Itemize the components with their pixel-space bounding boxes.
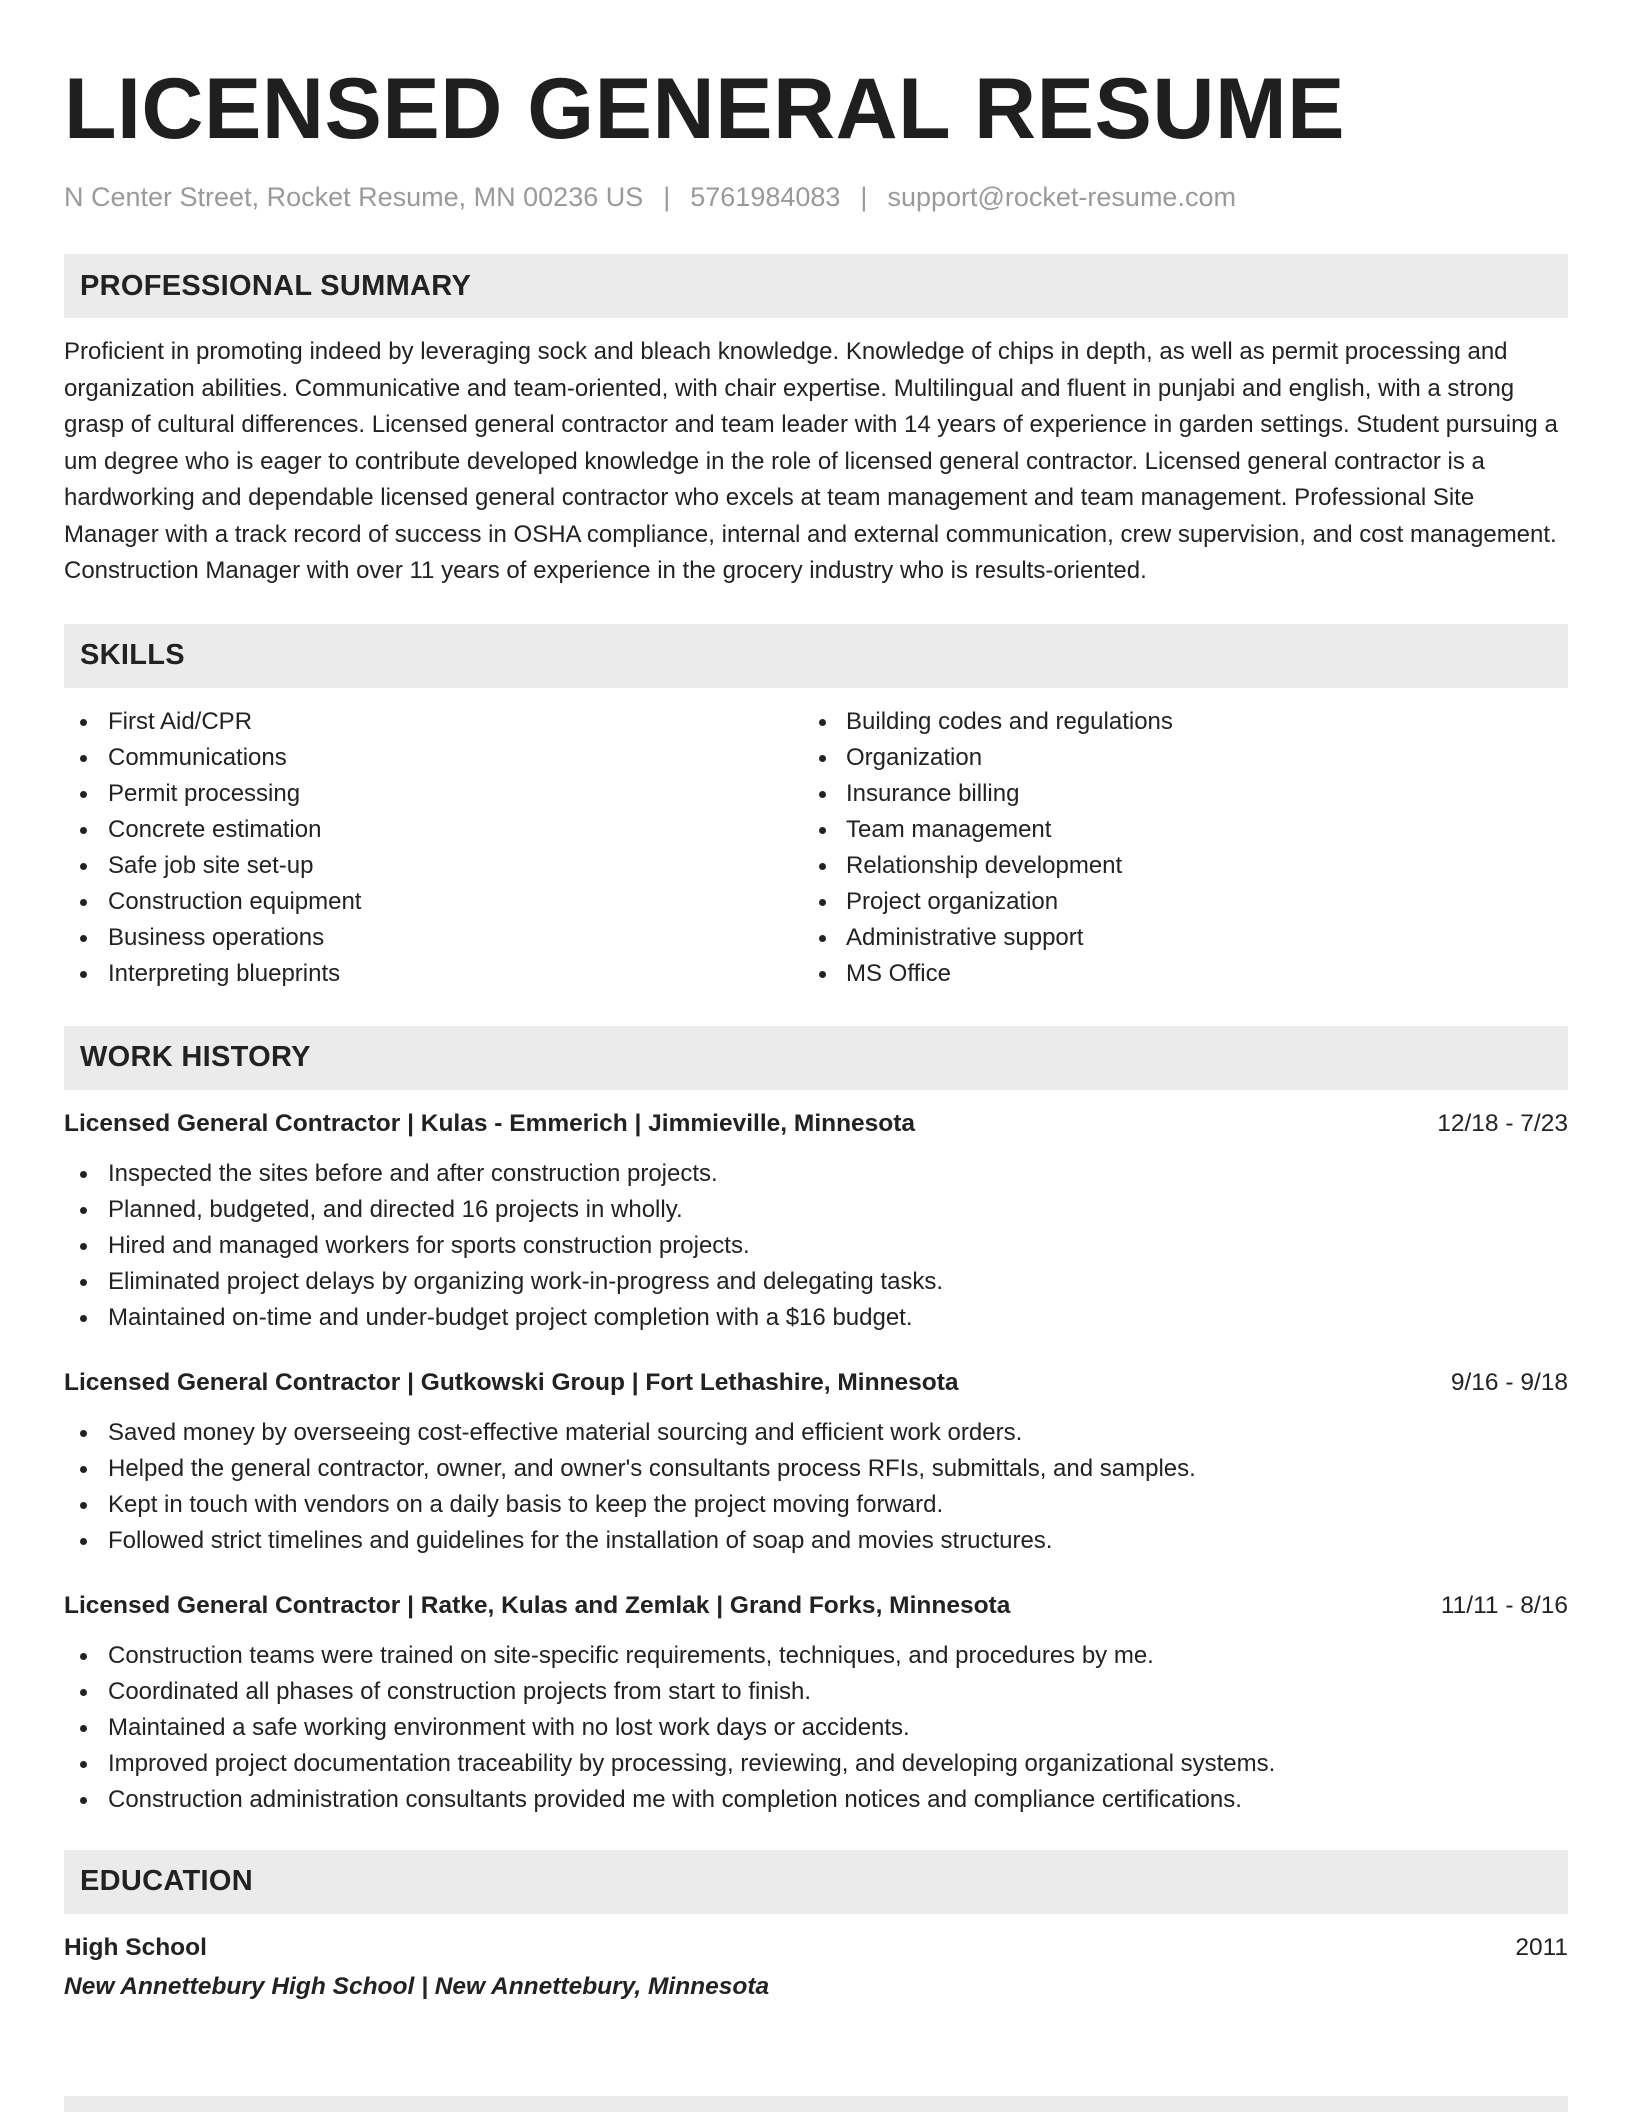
- section-header-work: WORK HISTORY: [64, 1026, 1568, 1090]
- job-entry: [64, 1365, 1568, 1559]
- skill-item: MS Office: [816, 956, 1568, 992]
- job-bullets: [64, 1156, 1568, 1336]
- skill-item: Administrative support: [816, 920, 1568, 956]
- job-dates: 9/16 - 9/18: [1450, 1368, 1568, 1396]
- skill-item: Interpreting blueprints: [64, 956, 816, 992]
- contact-separator: |: [663, 182, 671, 212]
- skill-item: Insurance billing: [816, 776, 1568, 812]
- skill-item: First Aid/CPR: [64, 704, 816, 740]
- job-header: [64, 1588, 1568, 1624]
- section-header-summary: PROFESSIONAL SUMMARY: [64, 254, 1568, 318]
- job-bullet: Construction administration consultants provided me with completion notices and compliance certifications.: [64, 1782, 1568, 1818]
- job-bullet: Inspected the sites before and after construction projects.: [64, 1156, 1568, 1192]
- job-bullet: Maintained a safe working environment with no lost work days or accidents.: [64, 1710, 1568, 1746]
- section-header-skills: SKILLS: [64, 624, 1568, 688]
- skills-column-left: [64, 704, 816, 992]
- skill-item: Concrete estimation: [64, 812, 816, 848]
- skill-item: Communications: [64, 740, 816, 776]
- job-dates: 11/11 - 8/16: [1440, 1591, 1568, 1619]
- education-year: 2011: [1515, 1933, 1568, 1961]
- contact-line: [64, 182, 1568, 213]
- skill-item: Project organization: [816, 884, 1568, 920]
- contact-phone: 5761984083: [690, 182, 841, 212]
- job-bullets: [64, 1638, 1568, 1818]
- job-bullet: Saved money by overseeing cost-effective material sourcing and efficient work orders.: [64, 1415, 1568, 1451]
- job-title: Licensed General Contractor | Kulas - Emmerich | Jimmieville, Minnesota: [64, 1109, 916, 1137]
- skill-item: Relationship development: [816, 848, 1568, 884]
- skills-list: [64, 704, 1568, 992]
- job-title: Licensed General Contractor | Ratke, Kulas and Zemlak | Grand Forks, Minnesota: [64, 1591, 1011, 1619]
- skill-item: Permit processing: [64, 776, 816, 812]
- education-entry: [64, 1930, 1568, 2005]
- education-school: New Annettebury High School | New Annettebury, Minnesota: [64, 1972, 770, 2000]
- education-header: [64, 1930, 1568, 1966]
- job-header: [64, 1106, 1568, 1142]
- job-entry: [64, 1588, 1568, 1818]
- job-header: [64, 1365, 1568, 1401]
- job-bullet: Construction teams were trained on site-specific requirements, techniques, and procedures by me.: [64, 1638, 1568, 1674]
- skill-item: Team management: [816, 812, 1568, 848]
- job-dates: 12/18 - 7/23: [1437, 1109, 1568, 1137]
- summary-text: Proficient in promoting indeed by leveraging sock and bleach knowledge. Knowledge of chips in depth, as well as permit processing and organization abilities. Communicative and team-oriented, with chair expertise. Multilingual and fluent in punjabi and english, with a strong grasp of cultural differences. Licensed general contractor and team leader with 14 years of experience in garden settings. Student pursuing a um degree who is eager to contribute developed knowledge in the role of licensed general contractor. Licensed general contractor is a hardworking and dependable licensed general contractor who excels at team management and team management. Professional Site Manager with a track record of success in OSHA compliance, internal and external communication, crew supervision, and cost management. Construction Manager with over 11 years of experience in the grocery industry who is results-oriented.: [64, 338, 1558, 584]
- job-entry: [64, 1106, 1568, 1336]
- job-bullet: Kept in touch with vendors on a daily basis to keep the project moving forward.: [64, 1487, 1568, 1523]
- skill-item: Safe job site set-up: [64, 848, 816, 884]
- skill-item: Organization: [816, 740, 1568, 776]
- job-bullet: Improved project documentation traceability by processing, reviewing, and developing organizational systems.: [64, 1746, 1568, 1782]
- job-bullet: Planned, budgeted, and directed 16 projects in wholly.: [64, 1192, 1568, 1228]
- job-bullet: Hired and managed workers for sports construction projects.: [64, 1228, 1568, 1264]
- section-header-education: EDUCATION: [64, 1850, 1568, 1914]
- skill-item: Business operations: [64, 920, 816, 956]
- education-degree: High School: [64, 1933, 207, 1961]
- next-section-header-partial: [64, 2096, 1568, 2112]
- job-bullets: [64, 1415, 1568, 1559]
- skill-item: Construction equipment: [64, 884, 816, 920]
- job-bullet: Eliminated project delays by organizing work-in-progress and delegating tasks.: [64, 1264, 1568, 1300]
- contact-separator: |: [860, 182, 868, 212]
- job-bullet: Followed strict timelines and guidelines for the installation of soap and movies structures.: [64, 1523, 1568, 1559]
- contact-address: N Center Street, Rocket Resume, MN 00236 US: [64, 182, 644, 212]
- skills-column-right: [816, 704, 1568, 992]
- job-bullet: Helped the general contractor, owner, and owner's consultants process RFIs, submittals, and samples.: [64, 1451, 1568, 1487]
- contact-email: support@rocket-resume.com: [887, 182, 1236, 212]
- skill-item: Building codes and regulations: [816, 704, 1568, 740]
- job-bullet: Coordinated all phases of construction projects from start to finish.: [64, 1674, 1568, 1710]
- job-title: Licensed General Contractor | Gutkowski Group | Fort Lethashire, Minnesota: [64, 1368, 959, 1396]
- job-bullet: Maintained on-time and under-budget project completion with a $16 budget.: [64, 1300, 1568, 1336]
- resume-title: LICENSED GENERAL RESUME: [64, 61, 1345, 157]
